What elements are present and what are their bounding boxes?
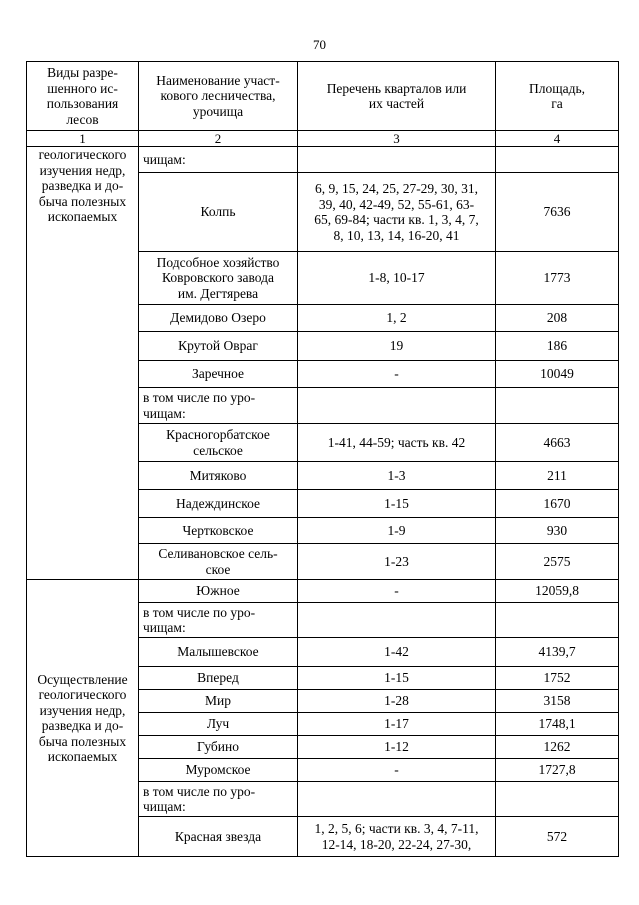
- page-number: 70: [313, 37, 326, 52]
- table-row: [27, 580, 619, 603]
- forestry-name-cell: Чертковское: [139, 518, 298, 544]
- area-cell: [496, 782, 619, 817]
- quarters-cell: [298, 388, 496, 424]
- area-cell: 1262: [496, 736, 619, 759]
- area-cell: 1727,8: [496, 759, 619, 782]
- forestry-name-cell: Красногорбатское сельское: [139, 424, 298, 462]
- table-header-row: [27, 62, 619, 131]
- area-cell: 186: [496, 332, 619, 361]
- area-cell: 572: [496, 817, 619, 857]
- use-type-cell: Осуществление геологического изучения недр, разведка и до- быча полезных ископаемых: [27, 580, 139, 857]
- quarters-cell: [298, 603, 496, 638]
- quarters-cell: 1-23: [298, 544, 496, 580]
- forestry-name-cell: Демидово Озеро: [139, 305, 298, 332]
- forestry-name-cell: Красная звезда: [139, 817, 298, 857]
- area-cell: [496, 388, 619, 424]
- forest-use-table: [26, 61, 619, 857]
- quarters-cell: -: [298, 580, 496, 603]
- forestry-name-cell: Селивановское сель- ское: [139, 544, 298, 580]
- area-cell: 7636: [496, 173, 619, 252]
- quarters-cell: 6, 9, 15, 24, 25, 27-29, 30, 31, 39, 40, 42-49, 52, 55-61, 63- 65, 69-84; части кв. 1, 3, 4, 7, 8, 10, 13, 14, 16-20, 41: [298, 173, 496, 252]
- quarters-cell: 1-15: [298, 490, 496, 518]
- header-area: Площадь, га: [496, 62, 619, 131]
- quarters-cell: 1-15: [298, 667, 496, 690]
- table-row: [27, 147, 619, 173]
- forestry-name-cell: Заречное: [139, 361, 298, 388]
- forestry-name-cell: Колпь: [139, 173, 298, 252]
- quarters-cell: 1-9: [298, 518, 496, 544]
- area-cell: 1670: [496, 490, 619, 518]
- forestry-name-cell: Надеждинское: [139, 490, 298, 518]
- column-number: 2: [139, 131, 298, 147]
- forestry-name-cell: Муромское: [139, 759, 298, 782]
- forestry-name-cell: Южное: [139, 580, 298, 603]
- quarters-cell: 1, 2: [298, 305, 496, 332]
- area-cell: 12059,8: [496, 580, 619, 603]
- forestry-name-cell: Мир: [139, 690, 298, 713]
- quarters-cell: 1-28: [298, 690, 496, 713]
- header-use-type: Виды разре- шенного ис- пользования лесов: [27, 62, 139, 131]
- use-type-cell: геологического изучения недр, разведка и до- быча полезных ископаемых: [27, 147, 139, 580]
- quarters-cell: -: [298, 759, 496, 782]
- forestry-name-cell: Губино: [139, 736, 298, 759]
- area-cell: 1752: [496, 667, 619, 690]
- area-cell: 4663: [496, 424, 619, 462]
- area-cell: 208: [496, 305, 619, 332]
- area-cell: 930: [496, 518, 619, 544]
- header-quarters: Перечень кварталов или их частей: [298, 62, 496, 131]
- quarters-cell: 1-8, 10-17: [298, 252, 496, 305]
- column-number-row: [27, 131, 619, 147]
- quarters-cell: 1-42: [298, 638, 496, 667]
- area-cell: 3158: [496, 690, 619, 713]
- quarters-cell: [298, 147, 496, 173]
- area-cell: 10049: [496, 361, 619, 388]
- quarters-cell: 1-41, 44-59; часть кв. 42: [298, 424, 496, 462]
- area-cell: 211: [496, 462, 619, 490]
- column-number: 1: [27, 131, 139, 147]
- forestry-name-cell: в том числе по уро- чищам:: [139, 782, 298, 817]
- forestry-name-cell: чищам:: [139, 147, 298, 173]
- forestry-name-cell: Крутой Овраг: [139, 332, 298, 361]
- quarters-cell: 1-3: [298, 462, 496, 490]
- forestry-name-cell: в том числе по уро- чищам:: [139, 388, 298, 424]
- area-cell: 1748,1: [496, 713, 619, 736]
- quarters-cell: 19: [298, 332, 496, 361]
- area-cell: [496, 147, 619, 173]
- area-cell: 2575: [496, 544, 619, 580]
- forestry-name-cell: Вперед: [139, 667, 298, 690]
- forestry-name-cell: в том числе по уро- чищам:: [139, 603, 298, 638]
- forestry-name-cell: Подсобное хозяйство Ковровского завода им. Дегтярева: [139, 252, 298, 305]
- area-cell: 1773: [496, 252, 619, 305]
- area-cell: [496, 603, 619, 638]
- quarters-cell: [298, 782, 496, 817]
- forestry-name-cell: Малышевское: [139, 638, 298, 667]
- forestry-name-cell: Митяково: [139, 462, 298, 490]
- quarters-cell: 1-17: [298, 713, 496, 736]
- column-number: 3: [298, 131, 496, 147]
- header-forestry-name: Наименование участ- кового лесничества, урочища: [139, 62, 298, 131]
- forestry-name-cell: Луч: [139, 713, 298, 736]
- quarters-cell: 1-12: [298, 736, 496, 759]
- quarters-cell: 1, 2, 5, 6; части кв. 3, 4, 7-11, 12-14, 18-20, 22-24, 27-30,: [298, 817, 496, 857]
- quarters-cell: -: [298, 361, 496, 388]
- area-cell: 4139,7: [496, 638, 619, 667]
- column-number: 4: [496, 131, 619, 147]
